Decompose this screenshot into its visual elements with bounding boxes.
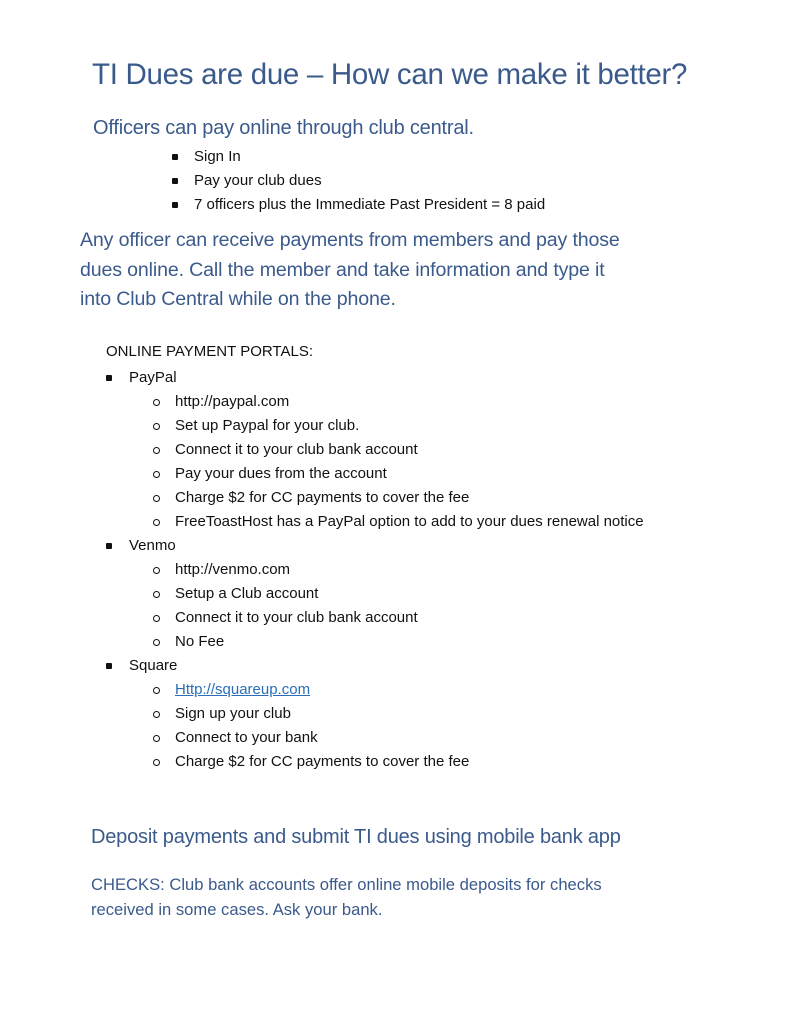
portals-list (104, 366, 645, 774)
portals-heading: ONLINE PAYMENT PORTALS: (106, 343, 313, 360)
portal-square (104, 654, 645, 774)
bullet-icon (172, 178, 178, 184)
list-item: FreeToastHost has a PayPal option to add to your dues renewal notice (104, 510, 645, 534)
bullet-icon (172, 154, 178, 160)
list-item: Sign In (168, 145, 545, 169)
circle-bullet-icon (153, 639, 160, 646)
bullet-icon (106, 663, 112, 669)
circle-bullet-icon (153, 615, 160, 622)
circle-bullet-icon (153, 711, 160, 718)
portal-name: Venmo (129, 537, 176, 554)
list-item: Pay your club dues (168, 169, 545, 193)
circle-bullet-icon (153, 567, 160, 574)
circle-bullet-icon (153, 399, 160, 406)
list-item: Connect it to your club bank account (104, 438, 645, 462)
page-title: TI Dues are due – How can we make it better? (92, 58, 688, 91)
bullet-icon (106, 543, 112, 549)
checks-paragraph: CHECKS: Club bank accounts offer online mobile deposits for checks received in some cases. Ask your bank. (91, 875, 602, 919)
deposit-heading: Deposit payments and submit TI dues using mobile bank app (91, 826, 621, 848)
circle-bullet-icon (153, 735, 160, 742)
circle-bullet-icon (153, 759, 160, 766)
officers-bullet-list (168, 145, 545, 217)
bullet-icon (172, 202, 178, 208)
list-item: http://paypal.com (104, 390, 645, 414)
circle-bullet-icon (153, 519, 160, 526)
list-item: Sign up your club (104, 702, 645, 726)
list-item: Connect it to your club bank account (104, 606, 645, 630)
portal-venmo (104, 534, 645, 654)
circle-bullet-icon (153, 471, 160, 478)
officer-payments-paragraph: Any officer can receive payments from members and pay those dues online. Call the member and take information and type it into Club Central while on the phone. (80, 229, 620, 310)
portal-name: Square (129, 657, 178, 674)
circle-bullet-icon (153, 423, 160, 430)
list-item: Charge $2 for CC payments to cover the fee (104, 750, 645, 774)
list-item: Connect to your bank (104, 726, 645, 750)
circle-bullet-icon (153, 447, 160, 454)
list-item: 7 officers plus the Immediate Past President = 8 paid (168, 193, 545, 217)
list-item: Set up Paypal for your club. (104, 414, 645, 438)
circle-bullet-icon (153, 495, 160, 502)
list-item: Setup a Club account (104, 582, 645, 606)
circle-bullet-icon (153, 687, 160, 694)
bullet-icon (106, 375, 112, 381)
list-item: Charge $2 for CC payments to cover the fee (104, 486, 645, 510)
list-item (104, 678, 645, 702)
circle-bullet-icon (153, 591, 160, 598)
list-item: No Fee (104, 630, 645, 654)
list-item: http://venmo.com (104, 558, 645, 582)
list-item: Pay your dues from the account (104, 462, 645, 486)
squareup-link[interactable]: Http://squareup.com (175, 681, 311, 698)
portal-paypal (104, 366, 645, 534)
portal-name: PayPal (129, 369, 177, 386)
officers-heading: Officers can pay online through club central. (93, 117, 474, 139)
